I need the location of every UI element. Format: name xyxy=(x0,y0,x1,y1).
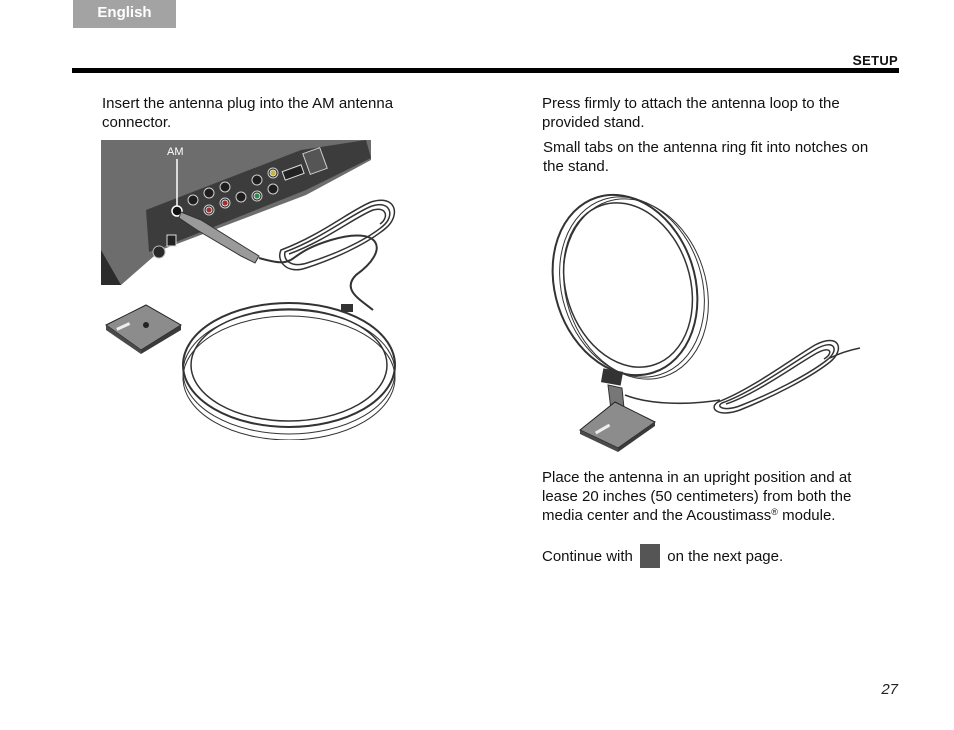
continue-instruction xyxy=(542,544,842,568)
am-callout-label: AM xyxy=(167,146,184,158)
am-antenna-connection-illustration xyxy=(101,140,401,440)
continue-text-after: on the next page. xyxy=(667,548,784,565)
right-instruction-2: Small tabs on the antenna ring fit into notches on the stand. xyxy=(543,139,869,175)
section-title xyxy=(852,52,898,68)
language-tab[interactable]: English xyxy=(73,0,176,28)
optical-port xyxy=(167,235,176,246)
placement-text: Place the antenna in an upright position and at lease 20 inches (50 centimeters) from both the media center and the Acoustimass xyxy=(542,469,852,524)
page-number: 27 xyxy=(881,681,898,698)
left-instruction: Insert the antenna plug into the AM antenna connector. xyxy=(102,95,394,131)
continue-text-before: Continue with xyxy=(542,548,633,565)
antenna-loop-ring xyxy=(183,303,395,440)
placement-instruction xyxy=(542,468,887,525)
antenna-wire-coil xyxy=(280,200,395,270)
right-instruction-1: Press firmly to attach the antenna loop to the provided stand. xyxy=(542,95,840,131)
antenna-cord xyxy=(259,235,377,310)
section-title-initial: S xyxy=(852,52,863,68)
upright-antenna-loop xyxy=(540,190,731,398)
antenna-on-stand-illustration xyxy=(540,190,862,455)
placement-text-end: module. xyxy=(777,507,836,524)
power-jack xyxy=(153,246,165,258)
loop-base-tab xyxy=(601,368,623,385)
next-step-icon xyxy=(640,544,660,568)
section-title-rest: ETUP xyxy=(862,53,898,68)
loop-tab xyxy=(341,304,353,312)
registered-mark: ® xyxy=(771,507,778,517)
right-antenna-wire-coil xyxy=(714,340,860,412)
antenna-stand xyxy=(106,305,181,354)
header-rule xyxy=(72,68,899,73)
right-antenna-cord xyxy=(625,395,720,403)
right-antenna-stand xyxy=(580,402,655,452)
